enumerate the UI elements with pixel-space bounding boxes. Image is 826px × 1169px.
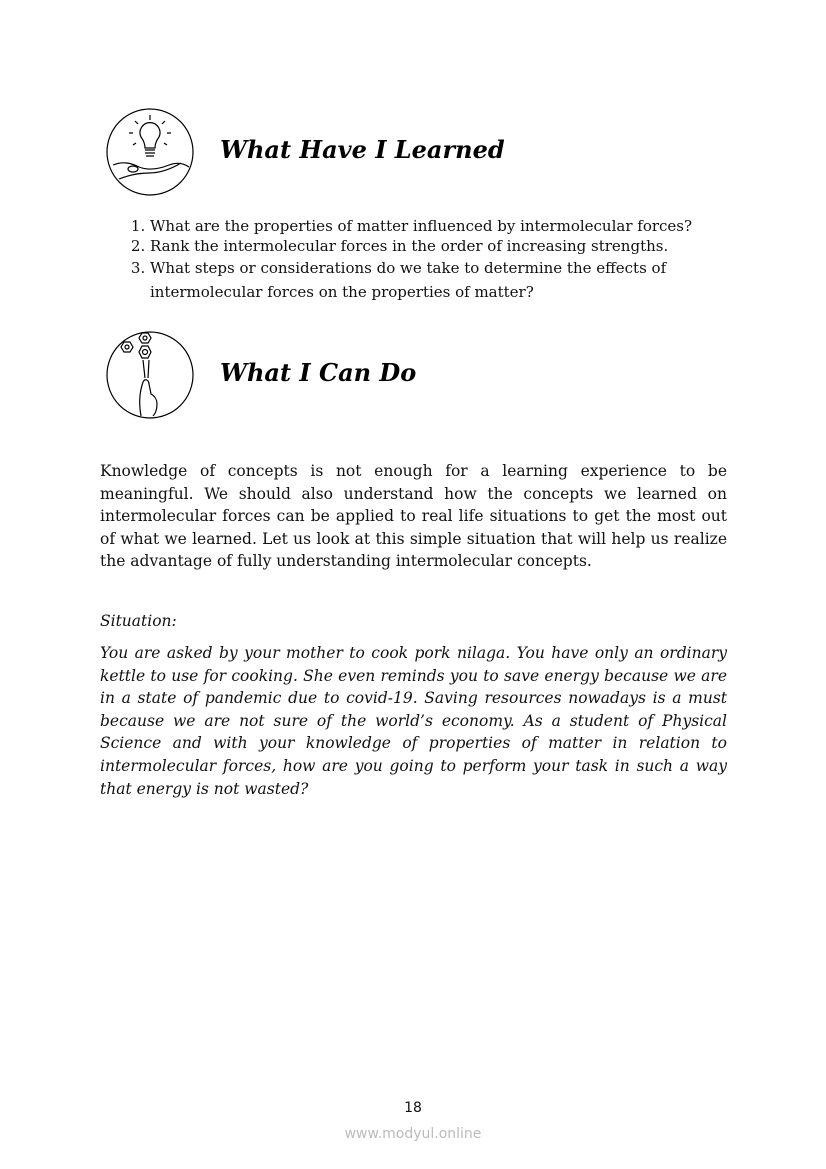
situation-text: You are asked by your mother to cook pork nilaga. You have only an ordinary kettle to use for cooking. She even reminds you to save energy because we are in a state of pandemic due to covid-19. Saving resources nowadays is a must because we are not sure of the world’s economy. As a student of Physical Science and with your knowledge of properties of matter in relation to intermolecular forces, how are you going to perform your task in such a way that energy is not wasted? [100,644,727,798]
questions-list [108,216,750,304]
section-title-can-do: What I Can Do [220,358,417,387]
list-item: 1. What are the properties of matter influenced by intermolecular forces? [150,216,750,236]
intro-paragraph: Knowledge of concepts is not enough for a learning experience to be meaningful. We should also understand how the concepts we learned on intermolecular forces can be applied to real life situations to get the most out of what we learned. Let us look at this simple situation that will help us realize the advantage of fully understanding intermolecular concepts. [100,462,727,571]
list-item: 2. Rank the intermolecular forces in the order of increasing strengths. [150,236,750,256]
hand-nuts-icon [105,330,195,420]
lightbulb-hand-icon [105,107,195,197]
section-title-learned: What Have I Learned [220,135,505,164]
page-number: 18 [404,1100,422,1116]
situation-label: Situation: [100,612,177,630]
list-item: 3. What steps or considerations do we take to determine the effects of intermolecular forces on the properties of matter? [150,256,750,304]
watermark: www.modyul.online [344,1126,482,1142]
